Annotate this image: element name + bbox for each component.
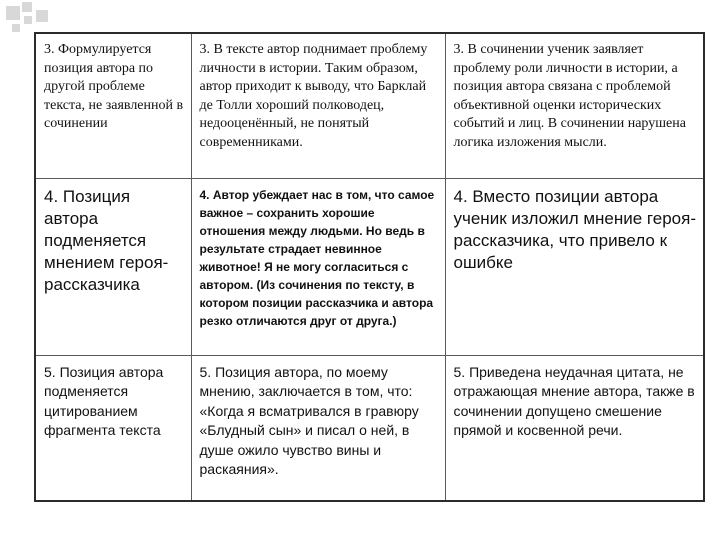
decor-square <box>12 24 20 32</box>
table-row <box>35 33 704 178</box>
decor-square <box>6 6 20 20</box>
decor-square <box>22 2 32 12</box>
table-cell-error-type: 4. Позиция автора подменяется мнением героя-рассказчика <box>35 178 191 355</box>
table-cell-error-type: 3. Формулируется позиция автора по другой проблеме текста, не заявленной в сочинении <box>35 33 191 178</box>
decor-square <box>24 16 32 24</box>
error-examples-table <box>34 32 705 502</box>
decor-square <box>36 10 48 22</box>
table-row <box>35 178 704 355</box>
table-cell-example: 5. Позиция автора, по моему мнению, заключается в том, что: «Когда я всматривался в гравюру «Блудный сын» и писал о ней, в душе ожило чувство вины и раскаяния». <box>191 355 445 501</box>
table-cell-comment: 3. В сочинении ученик заявляет проблему роли личности в истории, а позиция автора связана с проблемой объективной оценки исторических событий и лиц. В сочинении нарушена логика изложения мысли. <box>445 33 704 178</box>
table-cell-example: 4. Автор убеждает нас в том, что самое важное – сохранить хорошие отношения между людьми. Но ведь в результате страдает невинное животное! Я не могу согласиться с автором. (Из сочинения по тексту, в котором позиции рассказчика и автора резко отличаются друг от друга.) <box>191 178 445 355</box>
table-row <box>35 355 704 501</box>
table-cell-example: 3. В тексте автор поднимает проблему личности в истории. Таким образом, автор приходит к выводу, что Барклай де Толли хороший полководец, недооценённый, не понятый современниками. <box>191 33 445 178</box>
table-cell-comment: 5. Приведена неудачная цитата, не отражающая мнение автора, также в сочинении допущено смешение прямой и косвенной речи. <box>445 355 704 501</box>
table-cell-comment: 4. Вместо позиции автора ученик изложил мнение героя-рассказчика, что привело к ошибке <box>445 178 704 355</box>
table-cell-error-type: 5. Позиция автора подменяется цитированием фрагмента текста <box>35 355 191 501</box>
